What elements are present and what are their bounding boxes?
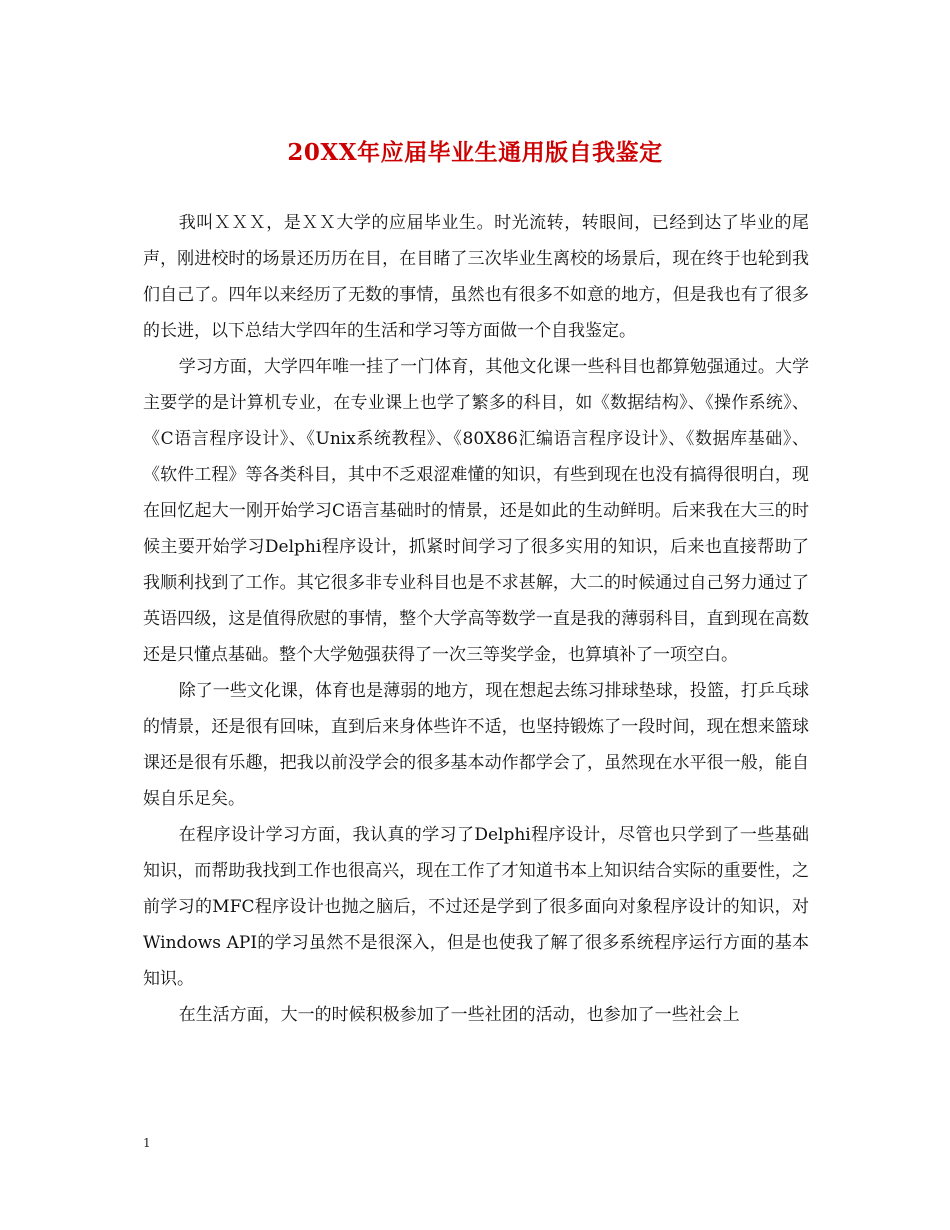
page-number: 1 xyxy=(143,1136,151,1150)
paragraph-intro: 我叫ＸＸＸ，是ＸＸ大学的应届毕业生。时光流转，转眼间，已经到达了毕业的尾声，刚进校时的场景还历历在目，在目睹了三次毕业生离校的场景后，现在终于也轮到我们自己了。四年以来经历了无数的事情，虽然也有很多不如意的地方，但是我也有了很多的长进，以下总结大学四年的生活和学习等方面做一个自我鉴定。 xyxy=(143,213,809,341)
paragraph-study: 学习方面，大学四年唯一挂了一门体育，其他文化课一些科目也都算勉强通过。大学主要学的是计算机专业，在专业课上也学了繁多的科目，如《数据结构》、《操作系统》、《C语言程序设计》、《Unix系统教程》、《80X86汇编语言程序设计》、《数据库基础》、《软件工程》等各类科目，其中不乏艰涩难懂的知识，有些到现在也没有搞得很明白，现在回忆起大一刚开始学习C语言基础时的情景，还是如此的生动鲜明。后来我在大三的时候主要开始学习Delphi程序设计，抓紧时间学习了很多实用的知识，后来也直接帮助了我顺利找到了工作。其它很多非专业科目也是不求甚解，大二的时候通过自己努力通过了英语四级，这是值得欣慰的事情，整个大学高等数学一直是我的薄弱科目，直到现在高数还是只懂点基础。整个大学勉强获得了一次三等奖学金，也算填补了一项空白。 xyxy=(143,357,809,665)
paragraph-sports: 除了一些文化课，体育也是薄弱的地方，现在想起去练习排球垫球，投篮，打乒乓球的情景，还是很有回味，直到后来身体些许不适，也坚持锻炼了一段时间，现在想来篮球课还是很有乐趣，把我以前没学会的很多基本动作都学会了，虽然现在水平很一般，能自娱自乐足矣。 xyxy=(143,681,809,809)
document-title: 20XX年应届毕业生通用版自我鉴定 xyxy=(287,139,663,166)
document-body xyxy=(143,205,809,1033)
paragraph-programming: 在程序设计学习方面，我认真的学习了Delphi程序设计，尽管也只学到了一些基础知识，而帮助我找到工作也很高兴，现在工作了才知道书本上知识结合实际的重要性，之前学习的MFC程序设计也抛之脑后，不过还是学到了很多面向对象程序设计的知识，对Windows API的学习虽然不是很深入，但是也使我了解了很多系统程序运行方面的基本知识。 xyxy=(143,825,809,989)
paragraph-life: 在生活方面，大一的时候积极参加了一些社团的活动，也参加了一些社会上 xyxy=(178,1005,740,1025)
